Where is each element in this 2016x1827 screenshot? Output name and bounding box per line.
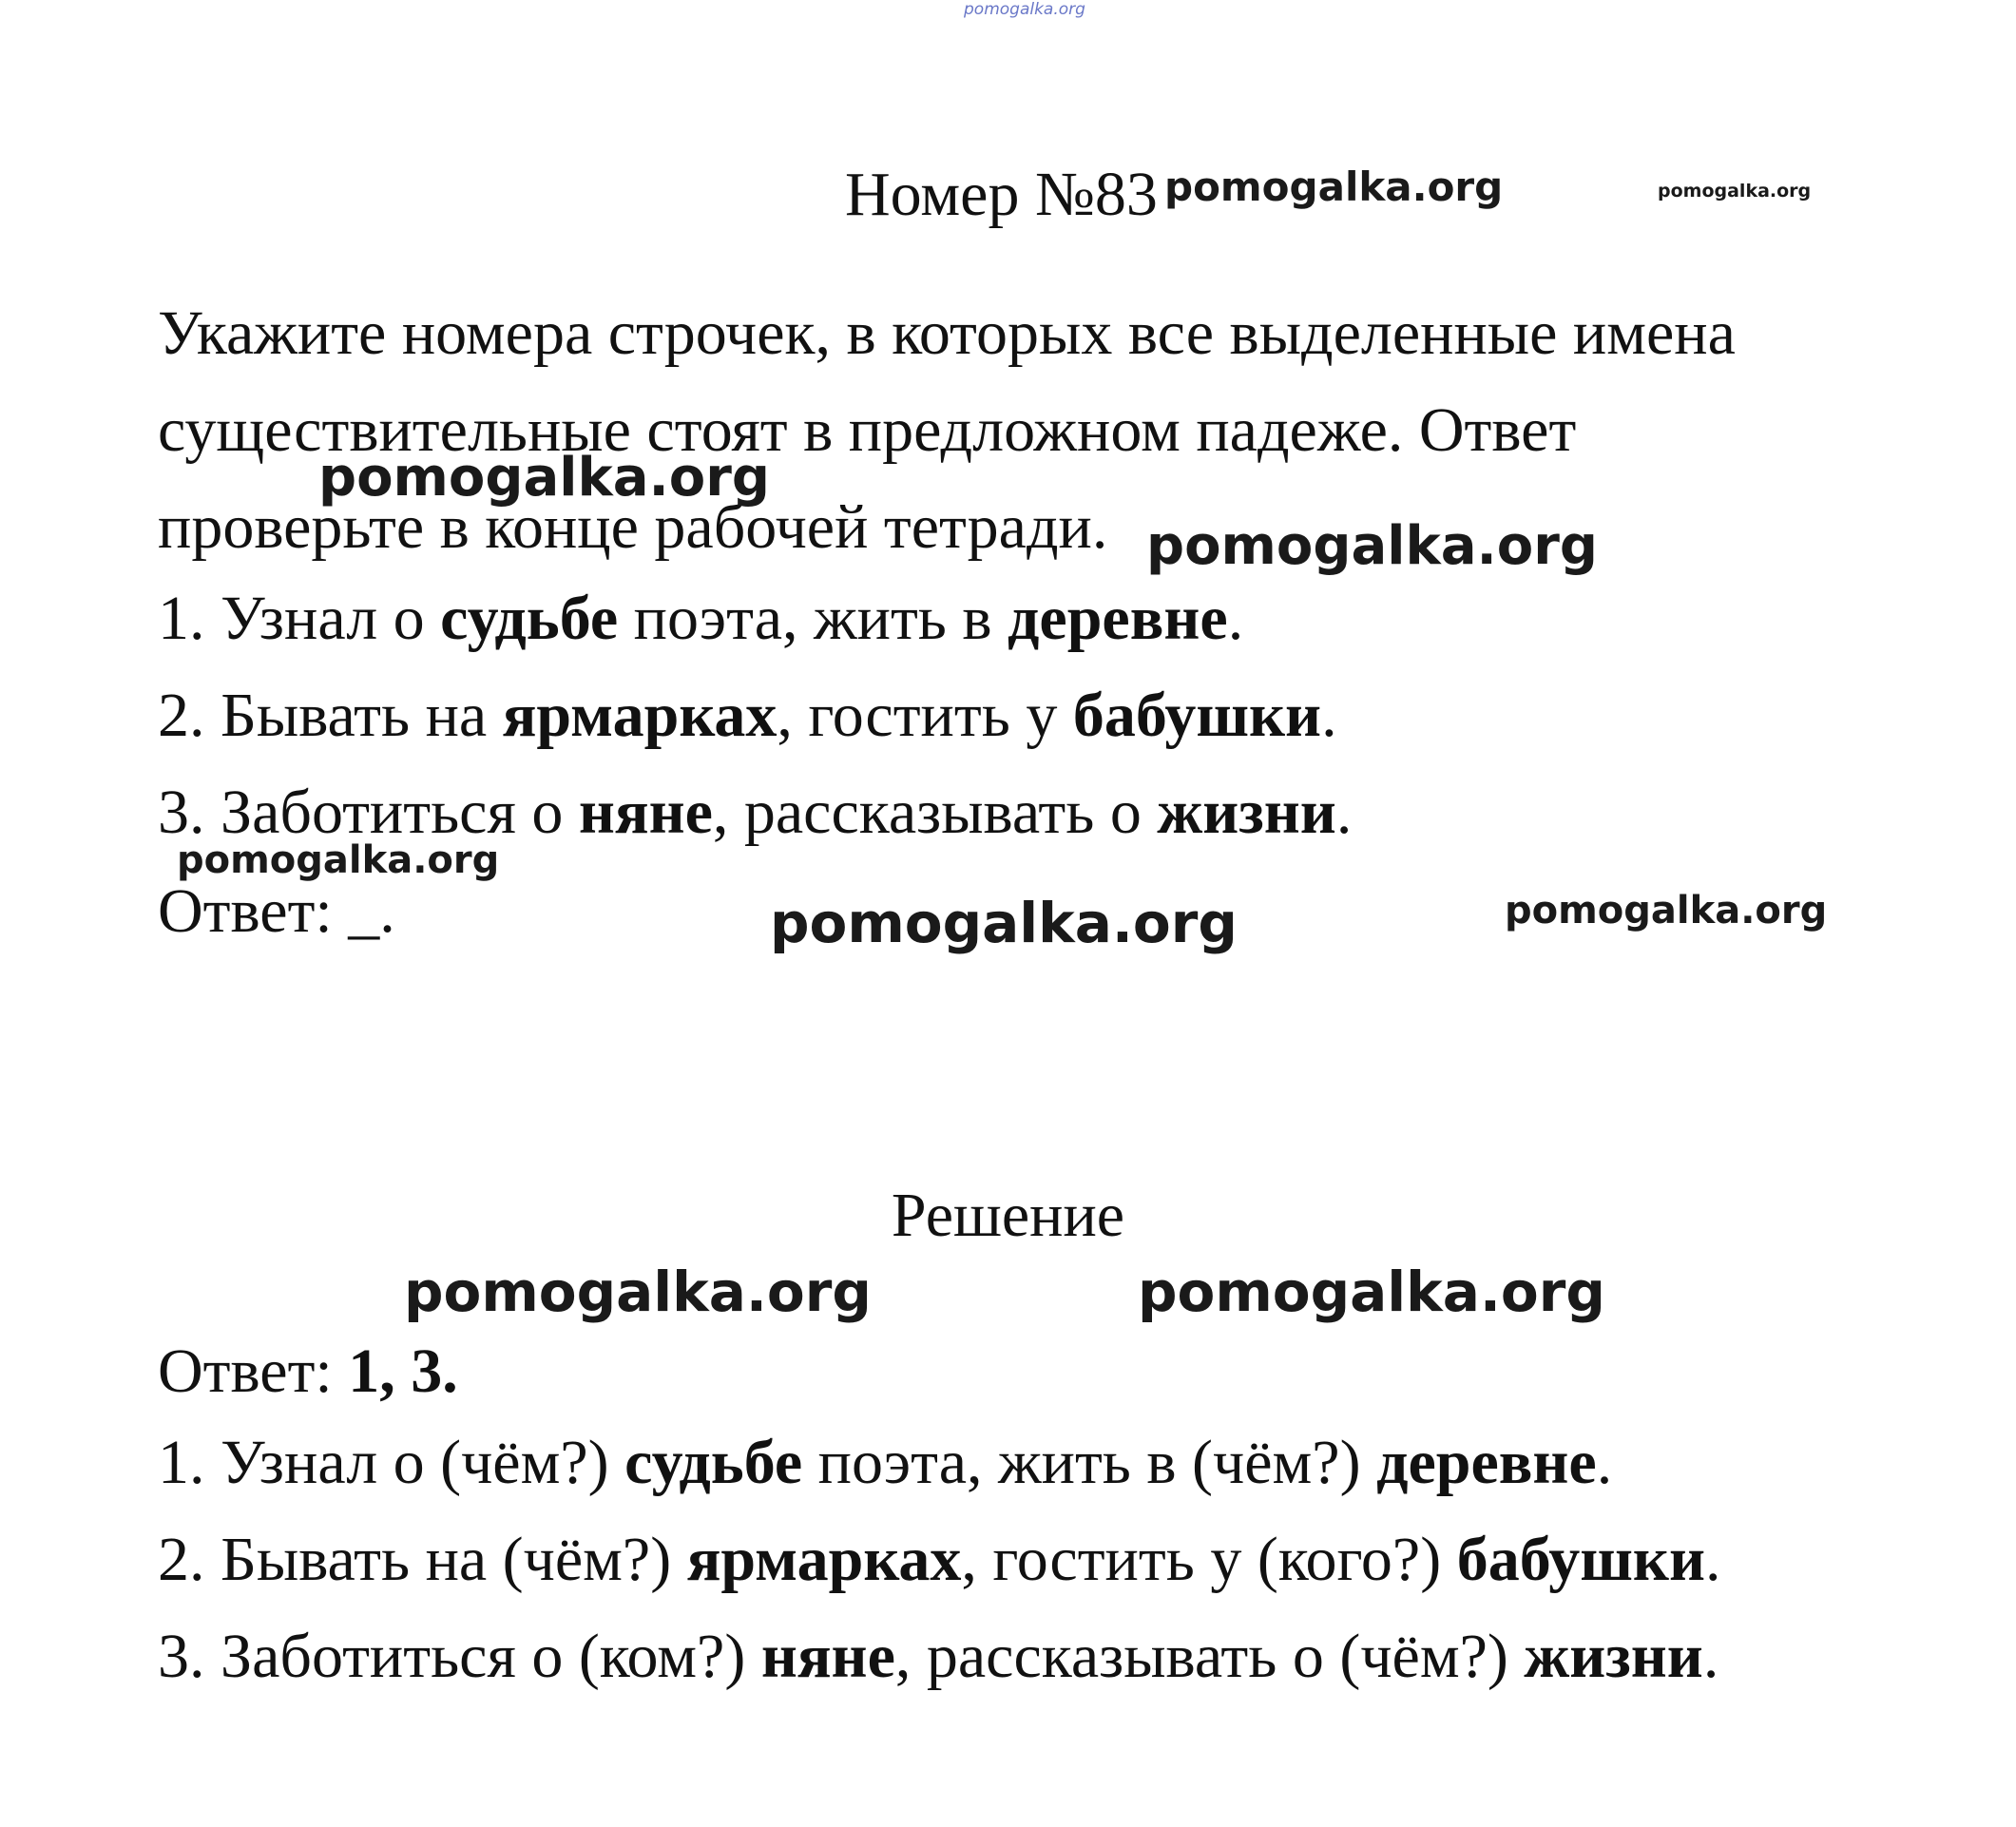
item-text: Узнал о (чём?) <box>221 1428 625 1497</box>
solution-answer <box>158 1337 458 1406</box>
item-text: . <box>1321 681 1337 750</box>
watermark-answer-right: pomogalka.org <box>1505 889 1828 933</box>
item-number: 3. <box>158 1622 221 1691</box>
watermark-line3-below: pomogalka.org <box>177 838 500 882</box>
highlighted-noun: деревне <box>1008 584 1228 653</box>
item-text: Бывать на (чём?) <box>221 1525 687 1594</box>
item-text: Заботиться о (ком?) <box>221 1622 761 1691</box>
item-text: Бывать на <box>221 681 503 750</box>
page-title: Номер №83 <box>845 160 1158 229</box>
watermark-title-adjacent: pomogalka.org <box>1164 163 1504 210</box>
item-text: Заботиться о <box>221 778 579 847</box>
item-text: поэта, жить в (чём?) <box>802 1428 1377 1497</box>
watermark-task-right: pomogalka.org <box>1146 515 1598 577</box>
item-text: , гостить у <box>777 681 1073 750</box>
item-text: . <box>1596 1428 1613 1497</box>
highlighted-noun: ярмарках <box>686 1525 962 1594</box>
highlighted-noun: няне <box>578 778 713 847</box>
highlighted-noun: бабушки <box>1456 1525 1705 1594</box>
item-text: . <box>1335 778 1353 847</box>
task-line-1: Укажите номера строчек, в которых все выделенные имена <box>158 298 1736 368</box>
item-number: 2. <box>158 681 221 750</box>
item-text: , рассказывать о <box>712 778 1158 847</box>
watermark-solution-right: pomogalka.org <box>1138 1260 1605 1324</box>
item-text: Узнал о <box>221 584 441 653</box>
watermark-task-mid: pomogalka.org <box>318 447 770 509</box>
solution-item-1 <box>158 1428 1613 1497</box>
watermark-solution-left: pomogalka.org <box>404 1260 872 1324</box>
highlighted-noun: судьбе <box>624 1428 803 1497</box>
solution-heading: Решение <box>891 1181 1125 1250</box>
highlighted-noun: ярмарках <box>502 681 778 750</box>
item-number: 1. <box>158 1428 221 1497</box>
task-line-3: проверьте в конце рабочей тетради. <box>158 492 1108 562</box>
task-answer <box>158 876 395 946</box>
item-text: . <box>1702 1622 1719 1691</box>
highlighted-noun: судьбе <box>440 584 619 653</box>
highlighted-noun: деревне <box>1376 1428 1597 1497</box>
highlighted-noun: бабушки <box>1072 681 1322 750</box>
answer-value: 1, 3. <box>348 1337 458 1406</box>
item-text: . <box>1227 584 1244 653</box>
watermark-answer-center: pomogalka.org <box>770 891 1238 955</box>
highlighted-noun: няне <box>760 1622 895 1691</box>
task-item-1 <box>158 584 1244 653</box>
item-number: 2. <box>158 1525 221 1594</box>
answer-label: Ответ: <box>158 876 349 946</box>
task-item-3 <box>158 778 1353 847</box>
item-number: 3. <box>158 778 221 847</box>
highlighted-noun: жизни <box>1524 1622 1703 1691</box>
watermark-top: pomogalka.org <box>964 0 1085 19</box>
item-number: 1. <box>158 584 221 653</box>
watermark-title-right: pomogalka.org <box>1658 181 1812 202</box>
solution-item-3 <box>158 1622 1719 1691</box>
task-line-2: существительные стоят в предложном падеже. Ответ <box>158 395 1577 465</box>
solution-item-2 <box>158 1525 1721 1594</box>
highlighted-noun: жизни <box>1157 778 1336 847</box>
item-text: , рассказывать о (чём?) <box>894 1622 1525 1691</box>
item-text: , гостить у (кого?) <box>961 1525 1457 1594</box>
item-text: поэта, жить в <box>618 584 1008 653</box>
task-item-2 <box>158 681 1337 750</box>
answer-label: Ответ: <box>158 1337 349 1406</box>
answer-blank: _. <box>348 876 395 946</box>
item-text: . <box>1704 1525 1721 1594</box>
